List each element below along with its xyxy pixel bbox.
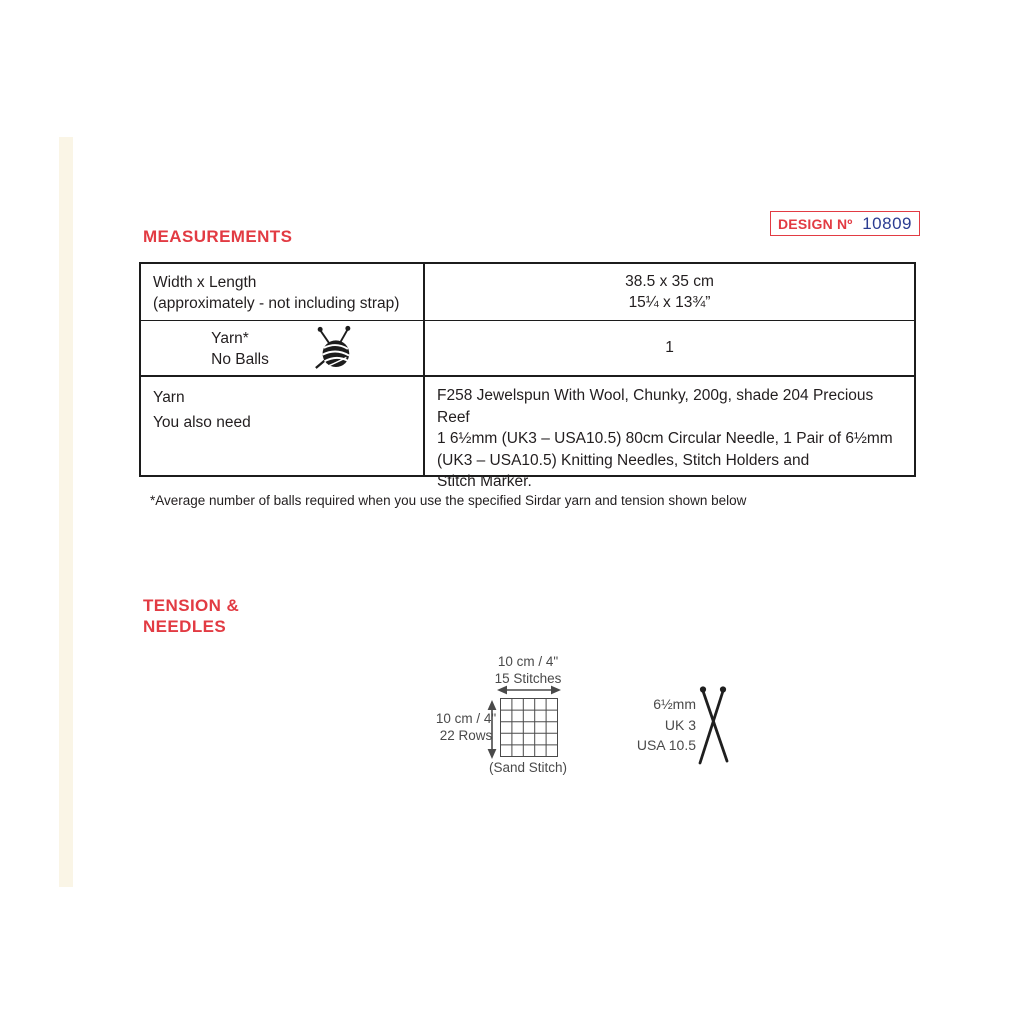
swatch-width-size: 10 cm / 4" (497, 654, 559, 669)
needle-size-usa: USA 10.5 (636, 737, 696, 753)
row-label-line: You also need (153, 414, 251, 431)
row-value-line: 1 6½mm (UK3 – USA10.5) 80cm Circular Needle, 1 Pair of 6½mm (437, 430, 893, 447)
row-value-cell (425, 264, 914, 320)
row-value-cell (425, 377, 914, 490)
row-label-cell (141, 377, 425, 475)
needle-size-mm: 6½mm (653, 696, 696, 712)
row-label-line: Yarn* (211, 329, 249, 347)
measurements-table (139, 262, 916, 490)
balls-footnote: *Average number of balls required when you use the specified Sirdar yarn and tension shown below (150, 493, 747, 508)
row-label-line: (approximately - not including strap) (153, 294, 400, 312)
measurements-heading: MEASUREMENTS (143, 227, 293, 246)
row-value-line: (UK3 – USA10.5) Knitting Needles, Stitch Holders and (437, 451, 810, 469)
row-value-line: F258 Jewelspun With Wool, Chunky, 200g, shade 204 Precious Reef (437, 387, 874, 426)
needle-size-uk: UK 3 (664, 716, 696, 733)
tension-heading-line: TENSION & (143, 596, 240, 615)
table-row (141, 375, 914, 490)
design-number-badge (770, 211, 920, 236)
swatch-rows-count: 22 Rows (439, 727, 493, 743)
row-value-line: 15¼ x 13¾” (628, 294, 711, 311)
crossed-knitting-needles-icon (694, 684, 734, 773)
swatch-width-stitches: 15 Stitches (494, 670, 562, 686)
swatch-stitch-caption: (Sand Stitch) (488, 760, 568, 775)
row-label-line: Width x Length (153, 273, 257, 291)
swatch-rows-size: 10 cm / 4" (435, 711, 497, 726)
design-number-value: 10809 (862, 213, 912, 233)
yarn-ball-icon (313, 323, 355, 377)
row-label-line: No Balls (211, 350, 269, 368)
row-value-cell (425, 321, 914, 375)
row-label-cell (141, 264, 425, 320)
row-label-line: Yarn (153, 389, 185, 406)
row-value-line: 1 (665, 339, 674, 357)
row-value-line: Stitch Marker. (437, 473, 532, 490)
row-value-line: 38.5 x 35 cm (625, 272, 714, 290)
needle-size-labels (560, 694, 696, 756)
tension-heading-line: NEEDLES (143, 617, 227, 636)
tension-needles-heading (143, 595, 239, 637)
left-accent-stripe (59, 137, 73, 887)
swatch-rows-label (411, 711, 521, 744)
table-row (141, 320, 914, 375)
row-label-cell (141, 321, 425, 375)
design-number-label: DESIGN Nº (778, 215, 853, 232)
table-row (141, 264, 914, 320)
